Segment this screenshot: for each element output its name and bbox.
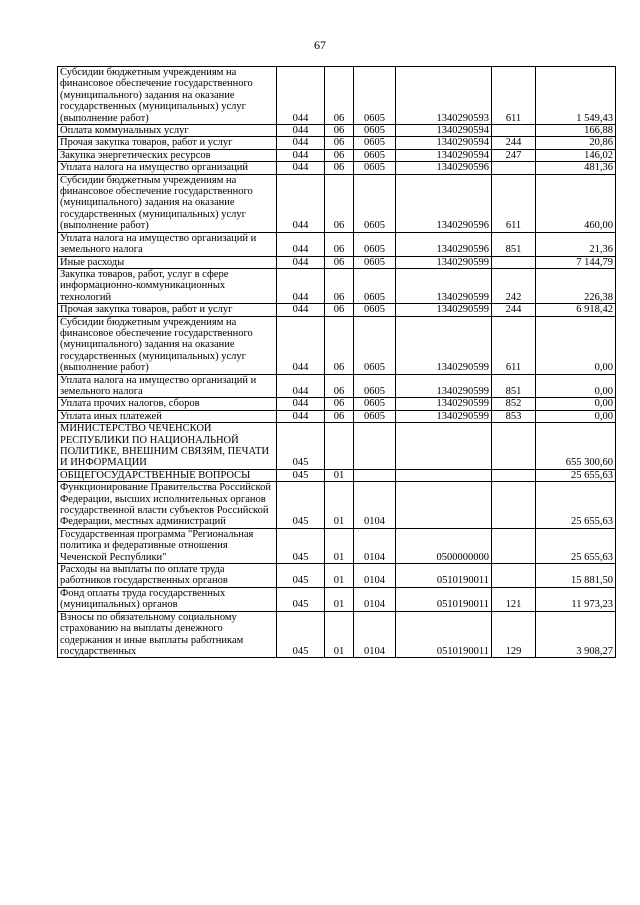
row-subsection: 0605	[354, 232, 396, 256]
table-row	[58, 125, 616, 137]
row-type	[492, 564, 536, 588]
table-row	[58, 564, 616, 588]
row-section: 01	[325, 528, 354, 563]
row-amount: 460,00	[536, 174, 616, 232]
row-amount: 166,88	[536, 125, 616, 137]
page-number: 67	[314, 38, 326, 52]
row-code: 044	[277, 125, 325, 137]
row-type: 851	[492, 232, 536, 256]
row-name: Прочая закупка товаров, работ и услуг	[58, 304, 277, 316]
row-item: 1340290596	[396, 162, 492, 174]
row-name: Уплата прочих налогов, сборов	[58, 398, 277, 410]
row-amount: 0,00	[536, 316, 616, 374]
row-section: 06	[325, 125, 354, 137]
row-name: Функционирование Правительства Российской Федерации, высших исполнительных органов государственной власти субъектов Российской Федерации, местных администраций	[58, 482, 277, 529]
row-type	[492, 162, 536, 174]
row-subsection: 0605	[354, 398, 396, 410]
row-item: 0510190011	[396, 564, 492, 588]
row-section: 01	[325, 469, 354, 481]
row-section: 06	[325, 410, 354, 422]
table-row	[58, 587, 616, 611]
row-amount: 0,00	[536, 410, 616, 422]
row-amount: 20,86	[536, 137, 616, 149]
row-name: Уплата налога на имущество организаций и земельного налога	[58, 232, 277, 256]
row-code: 045	[277, 564, 325, 588]
row-item: 1340290596	[396, 232, 492, 256]
row-type	[492, 482, 536, 529]
table-row	[58, 67, 616, 125]
row-section: 06	[325, 374, 354, 398]
row-section: 06	[325, 304, 354, 316]
budget-table	[57, 66, 616, 658]
row-name: Взносы по обязательному социальному страхованию на выплаты денежного содержания и иные выплаты работникам государственных	[58, 611, 277, 658]
row-subsection	[354, 469, 396, 481]
row-name: Уплата налога на имущество организаций и земельного налога	[58, 374, 277, 398]
row-type	[492, 528, 536, 563]
row-type: 611	[492, 67, 536, 125]
row-code: 044	[277, 137, 325, 149]
row-type: 852	[492, 398, 536, 410]
row-type: 244	[492, 137, 536, 149]
row-item: 1340290599	[396, 256, 492, 268]
row-type: 611	[492, 174, 536, 232]
row-section: 01	[325, 482, 354, 529]
row-item: 0510190011	[396, 587, 492, 611]
row-subsection: 0104	[354, 587, 396, 611]
row-name: Оплата коммунальных услуг	[58, 125, 277, 137]
row-name: Фонд оплаты труда государственных (муниципальных) органов	[58, 587, 277, 611]
table-row	[58, 232, 616, 256]
row-subsection: 0605	[354, 304, 396, 316]
row-code: 044	[277, 256, 325, 268]
row-subsection	[354, 423, 396, 470]
table-row	[58, 137, 616, 149]
row-amount: 146,02	[536, 149, 616, 161]
row-type	[492, 125, 536, 137]
row-code: 044	[277, 410, 325, 422]
row-item: 1340290593	[396, 67, 492, 125]
row-amount: 226,38	[536, 268, 616, 303]
row-subsection: 0104	[354, 564, 396, 588]
row-code: 045	[277, 611, 325, 658]
row-amount: 1 549,43	[536, 67, 616, 125]
row-amount: 11 973,23	[536, 587, 616, 611]
row-code: 045	[277, 469, 325, 481]
table-row	[58, 162, 616, 174]
table-row	[58, 149, 616, 161]
row-code: 045	[277, 528, 325, 563]
table-row	[58, 268, 616, 303]
row-subsection: 0104	[354, 611, 396, 658]
row-name: Уплата налога на имущество организаций	[58, 162, 277, 174]
row-type: 851	[492, 374, 536, 398]
row-subsection: 0104	[354, 528, 396, 563]
row-item: 1340290599	[396, 316, 492, 374]
row-amount: 7 144,79	[536, 256, 616, 268]
row-amount: 15 881,50	[536, 564, 616, 588]
row-subsection: 0605	[354, 256, 396, 268]
row-item: 1340290596	[396, 174, 492, 232]
table-row	[58, 423, 616, 470]
row-section: 06	[325, 316, 354, 374]
row-item: 1340290599	[396, 268, 492, 303]
row-type	[492, 256, 536, 268]
row-amount: 0,00	[536, 374, 616, 398]
row-type: 853	[492, 410, 536, 422]
table-row	[58, 304, 616, 316]
row-item: 1340290599	[396, 374, 492, 398]
row-item: 1340290594	[396, 149, 492, 161]
row-section: 06	[325, 137, 354, 149]
row-name: Государственная программа "Региональная политика и федеративные отношения Чеченской Республики"	[58, 528, 277, 563]
row-amount: 481,36	[536, 162, 616, 174]
row-name: Закупка товаров, работ, услуг в сфере информационно-коммуникационных технологий	[58, 268, 277, 303]
row-name: Прочая закупка товаров, работ и услуг	[58, 137, 277, 149]
row-subsection: 0605	[354, 149, 396, 161]
row-amount: 25 655,63	[536, 482, 616, 529]
row-item	[396, 482, 492, 529]
row-section: 06	[325, 268, 354, 303]
row-amount: 21,36	[536, 232, 616, 256]
row-type	[492, 469, 536, 481]
row-name: ОБЩЕГОСУДАРСТВЕННЫЕ ВОПРОСЫ	[58, 469, 277, 481]
row-item: 0510190011	[396, 611, 492, 658]
row-section: 06	[325, 232, 354, 256]
row-code: 044	[277, 67, 325, 125]
row-type	[492, 423, 536, 470]
row-item: 1340290594	[396, 125, 492, 137]
row-subsection: 0605	[354, 268, 396, 303]
row-type: 244	[492, 304, 536, 316]
table-row	[58, 482, 616, 529]
row-item	[396, 423, 492, 470]
row-section: 06	[325, 162, 354, 174]
row-type: 121	[492, 587, 536, 611]
row-name: Уплата иных платежей	[58, 410, 277, 422]
row-code: 044	[277, 149, 325, 161]
table-row	[58, 469, 616, 481]
table-row	[58, 611, 616, 658]
row-subsection: 0605	[354, 316, 396, 374]
row-type: 242	[492, 268, 536, 303]
row-amount: 0,00	[536, 398, 616, 410]
row-subsection: 0104	[354, 482, 396, 529]
row-section	[325, 423, 354, 470]
row-amount: 6 918,42	[536, 304, 616, 316]
row-name: Закупка энергетических ресурсов	[58, 149, 277, 161]
row-name: Расходы на выплаты по оплате труда работников государственных органов	[58, 564, 277, 588]
row-name: Иные расходы	[58, 256, 277, 268]
row-section: 01	[325, 611, 354, 658]
row-code: 045	[277, 423, 325, 470]
row-subsection: 0605	[354, 374, 396, 398]
row-amount: 25 655,63	[536, 528, 616, 563]
row-amount: 3 908,27	[536, 611, 616, 658]
row-section: 01	[325, 564, 354, 588]
row-code: 044	[277, 374, 325, 398]
row-name: Субсидии бюджетным учреждениям на финансовое обеспечение государственного (муниципального) задания на оказание государственных (муниципальных) услуг (выполнение работ)	[58, 174, 277, 232]
row-name: Субсидии бюджетным учреждениям на финансовое обеспечение государственного (муниципального) задания на оказание государственных (муниципальных) услуг (выполнение работ)	[58, 67, 277, 125]
row-type: 129	[492, 611, 536, 658]
row-code: 044	[277, 304, 325, 316]
row-section: 06	[325, 149, 354, 161]
row-item: 0500000000	[396, 528, 492, 563]
row-section: 01	[325, 587, 354, 611]
row-item: 1340290599	[396, 410, 492, 422]
table-row	[58, 528, 616, 563]
row-section: 06	[325, 398, 354, 410]
table-row	[58, 316, 616, 374]
row-type: 247	[492, 149, 536, 161]
row-amount: 25 655,63	[536, 469, 616, 481]
table-row	[58, 374, 616, 398]
row-type: 611	[492, 316, 536, 374]
table-row	[58, 256, 616, 268]
row-subsection: 0605	[354, 174, 396, 232]
row-item: 1340290594	[396, 137, 492, 149]
row-item: 1340290599	[396, 398, 492, 410]
row-code: 044	[277, 174, 325, 232]
row-item: 1340290599	[396, 304, 492, 316]
table-row	[58, 410, 616, 422]
row-subsection: 0605	[354, 410, 396, 422]
row-amount: 655 300,60	[536, 423, 616, 470]
row-code: 044	[277, 268, 325, 303]
row-subsection: 0605	[354, 125, 396, 137]
table-row	[58, 174, 616, 232]
row-subsection: 0605	[354, 162, 396, 174]
row-subsection: 0605	[354, 137, 396, 149]
row-code: 044	[277, 232, 325, 256]
row-code: 044	[277, 316, 325, 374]
table-row	[58, 398, 616, 410]
row-section: 06	[325, 256, 354, 268]
row-section: 06	[325, 67, 354, 125]
row-code: 044	[277, 162, 325, 174]
row-section: 06	[325, 174, 354, 232]
row-item	[396, 469, 492, 481]
row-name: МИНИСТЕРСТВО ЧЕЧЕНСКОЙ РЕСПУБЛИКИ ПО НАЦИОНАЛЬНОЙ ПОЛИТИКЕ, ВНЕШНИМ СВЯЗЯМ, ПЕЧАТИ И ИНФОРМАЦИИ	[58, 423, 277, 470]
row-name: Субсидии бюджетным учреждениям на финансовое обеспечение государственного (муниципального) задания на оказание государственных (муниципальных) услуг (выполнение работ)	[58, 316, 277, 374]
row-code: 045	[277, 587, 325, 611]
row-code: 045	[277, 482, 325, 529]
row-subsection: 0605	[354, 67, 396, 125]
row-code: 044	[277, 398, 325, 410]
